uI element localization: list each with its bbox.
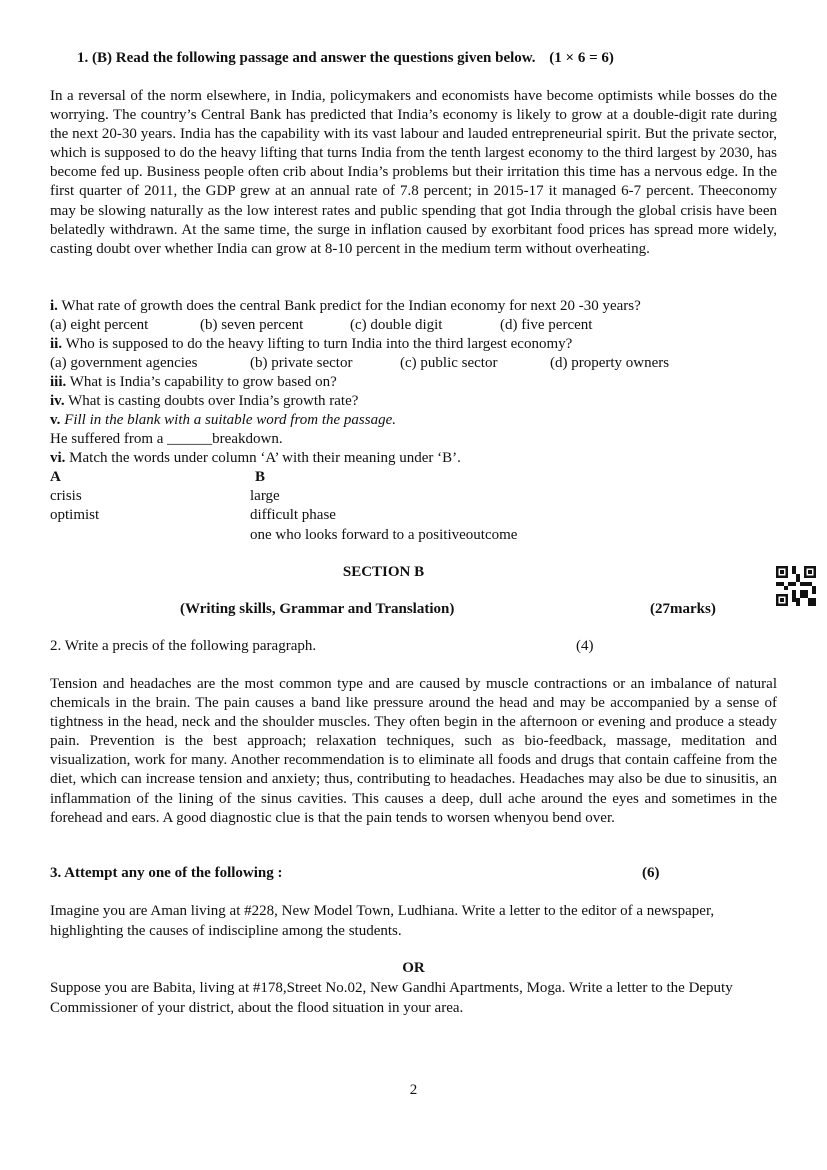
question-num: iv. (50, 393, 65, 409)
match-a-item: optimist (50, 507, 100, 523)
question-num: v. (50, 412, 61, 428)
question-num: ii. (50, 336, 63, 352)
match-col-b-header: B (255, 469, 266, 485)
or-divider: OR (402, 960, 425, 976)
q2-marks: (4) (576, 638, 594, 654)
q1-marks: (1 × 6 = 6) (549, 50, 614, 66)
question-num: iii. (50, 374, 67, 390)
qr-code-icon (776, 566, 816, 606)
option: (d) property owners (550, 355, 670, 371)
q2-heading: 2. Write a precis of the following paragraph. (50, 638, 317, 654)
question-text: Who is supposed to do the heavy lifting to turn India into the third largest economy? (62, 336, 573, 352)
match-b-item: difficult phase (250, 507, 336, 523)
question-1-options (50, 316, 592, 335)
question-2 (50, 335, 572, 354)
page-number: 2 (409, 1082, 418, 1098)
section-b-marks: (27marks) (650, 601, 716, 617)
question-1 (50, 297, 641, 316)
option: (a) government agencies (50, 355, 198, 371)
question-text: Fill in the blank with a suitable word from the passage. (60, 412, 396, 428)
q3-option-1: Imagine you are Aman living at #228, New Model Town, Ludhiana. Write a letter to the editor of a newspaper, highlighting the causes of indiscipline among the students. (50, 903, 715, 939)
option: (b) private sector (250, 355, 353, 371)
q3-marks: (6) (642, 865, 660, 881)
question-3 (50, 373, 337, 392)
question-text: What rate of growth does the central Bank predict for the Indian economy for next 20 -30 years? (57, 298, 641, 314)
q1-passage: In a reversal of the norm elsewhere, in India, policymakers and economists have become optimists while bosses do the worrying. The country’s Central Bank has predicted that India’s economy is likely to grow at a double-digit rate during the next 20-30 years. India has the capability with its vast labour and lauded entrepreneurial spirit. But the private sector, which is supposed to do the heavy lifting that turns India from the tenth largest economy to the third largest by 2030, has become fed up. Business people often crib about India’s problems but their irritation this time has a nervous edge. In the first quarter of 2011, the GDP grew at an annual rate of 7.8 percent; in 2015-17 it managed 6-7 percent. Theeconomy may be slowing naturally as the low interest rates and public spending that got India through the global crisis have been belatedly withdrawn. At the same time, the surge in inflation caused by exorbitant food prices has spread more widely, casting doubt over whether India can grow at 8-10 percent in the medium term without overheating. (50, 88, 777, 257)
option: (d) five percent (500, 317, 593, 333)
q3-heading: 3. Attempt any one of the following : (50, 865, 283, 881)
fill-sentence: He suffered from a ______breakdown. (50, 431, 283, 447)
option: (c) public sector (400, 355, 498, 371)
question-5 (50, 411, 396, 430)
option: (b) seven percent (200, 317, 304, 333)
q1-heading (77, 50, 614, 67)
q3-option-2: Suppose you are Babita, living at #178,Street No.02, New Gandhi Apartments, Moga. Write a letter to the Deputy Commissioner of your district, about the flood situation in your area. (50, 980, 733, 1016)
match-b-item: one who looks forward to a positiveoutcome (250, 527, 518, 543)
question-2-options (50, 354, 669, 373)
question-text: Match the words under column ‘A’ with their meaning under ‘B’. (65, 450, 461, 466)
question-text: What is India’s capability to grow based on? (66, 374, 337, 390)
section-b-title: SECTION B (342, 564, 425, 580)
q2-paragraph: Tension and headaches are the most common type and are caused by muscle contractions or an imbalance of natural chemicals in the brain. The pain causes a band like pressure around the head and may be accompanied by a sense of tightness in the head, neck and the shoulder muscles. They often begin in the afternoon or evening and produce a steady pain. Prevention is the best approach; relaxation techniques, such as bio-feedback, massage, meditation and visualization, work for many. Another recommendation is to eliminate all foods and drugs that contain caffeine from the diet, which can increase tension and anxiety; thus, contributing to headaches. Headaches may also be due to sinusitis, an inflammation of the lining of the sinus cavities. This causes a deep, dull ache around the eyes and sometimes in the forehead and ears. A good diagnostic clue is that the pain tends to worsen whenyou bend over. (50, 676, 777, 826)
match-a-item: crisis (50, 488, 82, 504)
question-num: vi. (50, 450, 66, 466)
option: (a) eight percent (50, 317, 149, 333)
question-num: i. (50, 298, 58, 314)
match-col-a-header: A (50, 469, 61, 485)
question-6 (50, 449, 461, 468)
section-b-subtitle: (Writing skills, Grammar and Translation) (180, 601, 455, 617)
match-b-item: large (250, 488, 280, 504)
question-text: What is casting doubts over India’s growth rate? (64, 393, 359, 409)
question-4 (50, 392, 358, 411)
option: (c) double digit (350, 317, 443, 333)
q1-heading-text: 1. (B) Read the following passage and answer the questions given below. (77, 50, 536, 66)
